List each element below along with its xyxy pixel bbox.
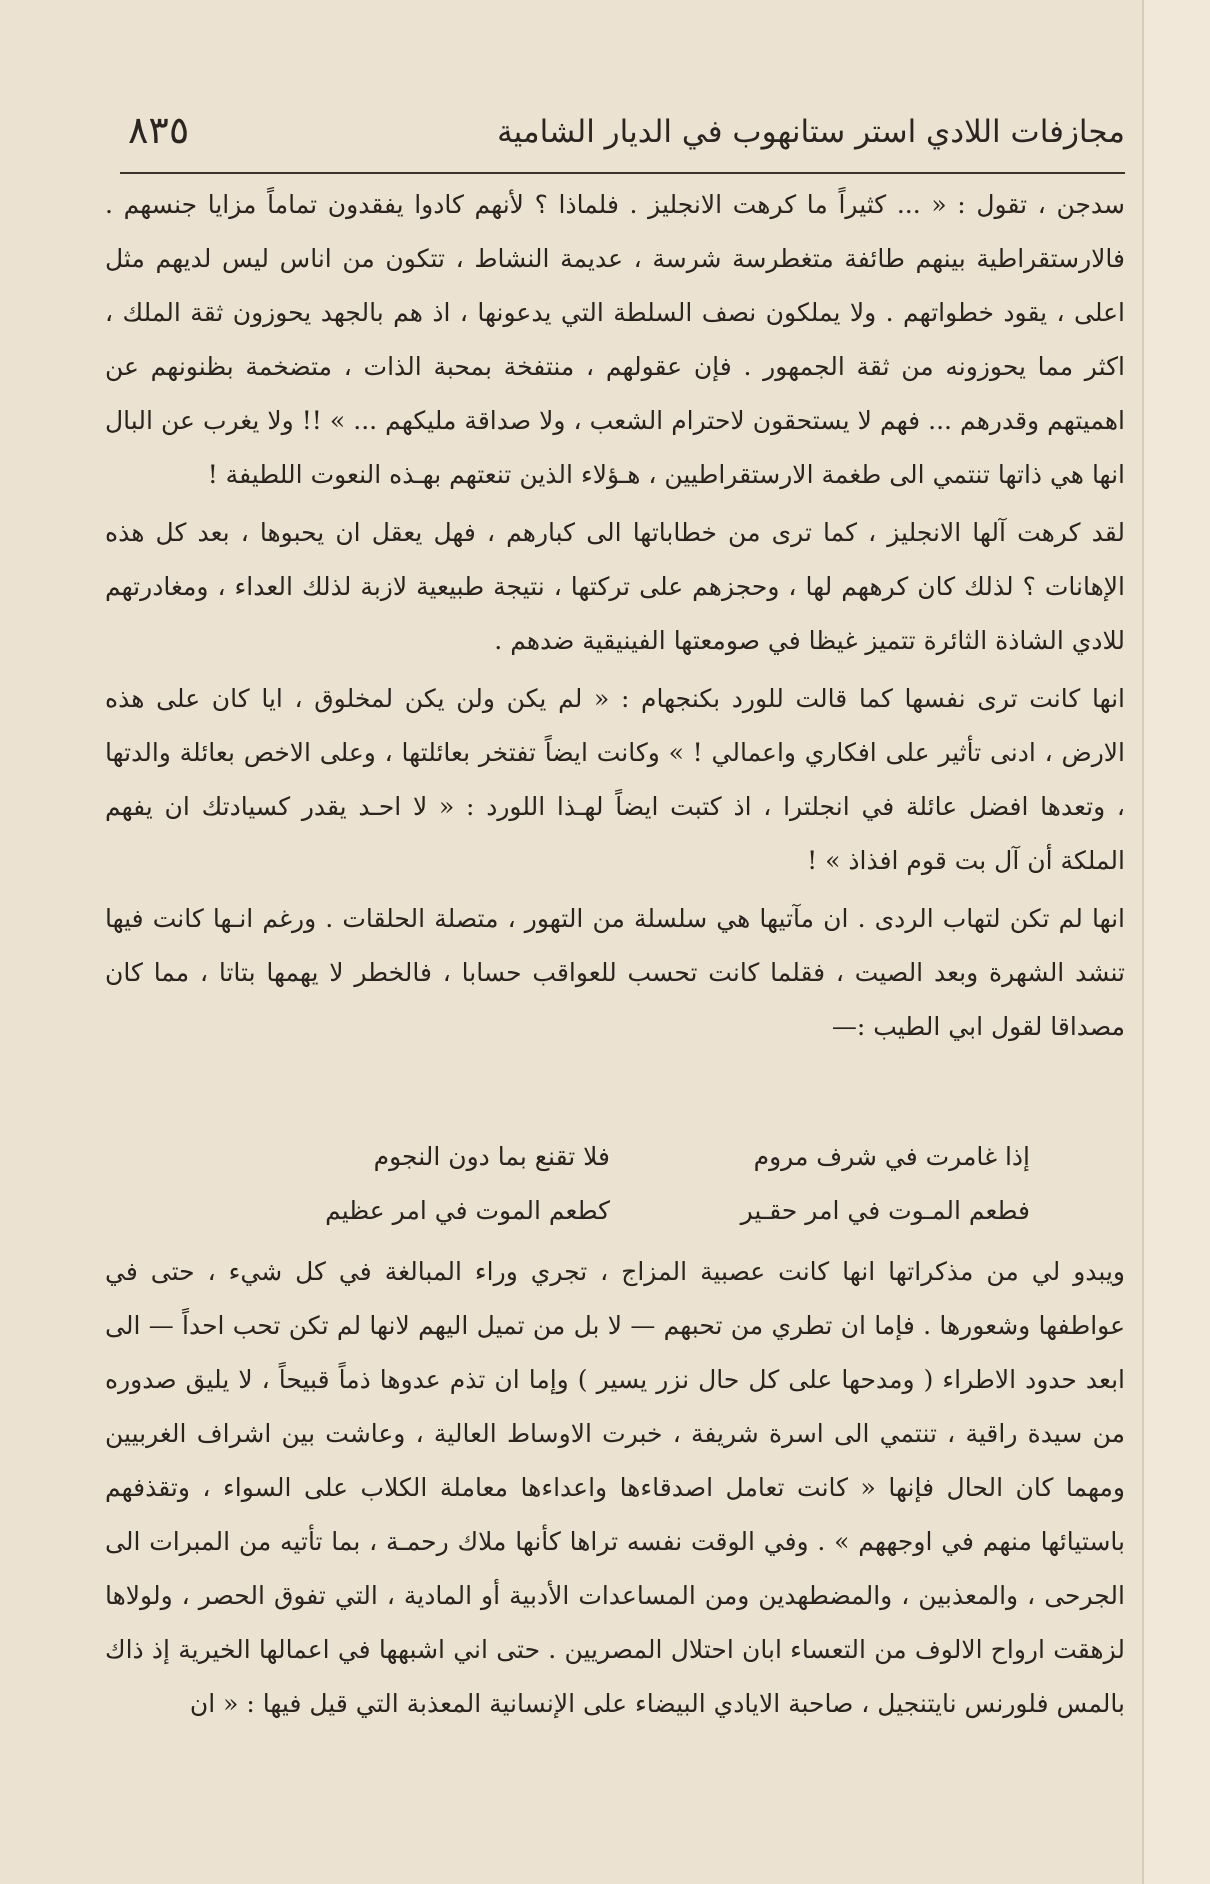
page-header [120, 108, 1125, 164]
paragraph: لقد كرهت آلها الانجليز ، كما ترى من خطاباتها الى كبارهم ، فهل يعقل ان يحبوها ، بعد كل هذه الإهانات ؟ لذلك كان كرههم لها ، وحجزهم على تركتها ، نتيجة طبيعية لازبة لذلك العداء ، ومغادرتهم للادي الشاذة الثائرة تتميز غيظا في صومعتها الفينيقية ضدهم . [105, 518, 1125, 655]
poem-hemistich: كطعم الموت في امر عظيم [325, 1196, 610, 1225]
poem-verse [180, 1130, 1030, 1184]
poem-hemistich: إذا غامرت في شرف مروم [753, 1142, 1030, 1171]
header-rule [120, 172, 1125, 174]
running-title: مجازفات اللادي استر ستانهوب في الديار الشامية [497, 114, 1125, 150]
body-text-continued [105, 1245, 1125, 1731]
page-edge [1144, 0, 1210, 1884]
paragraph: ويبدو لي من مذكراتها انها كانت عصبية المزاج ، تجري وراء المبالغة في كل شيء ، حتى في عواطفها وشعورها . فإما ان تطري من تحبهم — لا بل من تميل اليهم لانها لم تكن تحب احداً — الى ابعد حدود الاطراء ( ومدحها على كل حال نزر يسير ) وإما ان تذم عدوها ذماً قبيحاً ، لا يليق صدوره من سيدة راقية ، تنتمي الى اسرة شريفة ، خبرت الاوساط العالية ، وعاشت بين اشراف الغربيين ومهما كان الحال فإنها « كانت تعامل اصدقاءها واعداءها معاملة الكلاب على السواء ، وتقذفهم باستيائها منهم في اوجههم » . وفي الوقت نفسه تراها كأنها ملاك رحمـة ، بما تأتيه من المبرات الى الجرحى ، والمعذبين ، والمضطهدين ومن المساعدات الأدبية أو المادية ، التي تفوق الحصر ، ولولاها لزهقت ارواح الالوف من التعساء ابان احتلال المصريين . حتى اني اشبهها في اعمالها الخيرية إذ ذاك بالمس فلورنس نايتنجيل ، صاحبة الايادي البيضاء على الإنسانية المعذبة التي قيل فيها : « ان [105, 1257, 1125, 1718]
paragraph: سدجن ، تقول : « ... كثيراً ما كرهت الانجليز . فلماذا ؟ لأنهم كادوا يفقدون تماماً مزايا جنسهم . فالارستقراطية بينهم طائفة متغطرسة شرسة ، عديمة النشاط ، تتكون من اناس ليس لديهم مثل اعلى ، يقود خطواتهم . ولا يملكون نصف السلطة التي يدعونها ، اذ هم بالجهد يحوزون ثقة الملك ، اكثر مما يحوزونه من ثقة الجمهور . فإن عقولهم ، منتفخة بمحبة الذات ، متضخمة بظنونهم عن اهميتهم وقدرهم ... فهم لا يستحقون لاحترام الشعب ، ولا صداقة مليكهم ... » !! ولا يغرب عن البال انها هي ذاتها تنتمي الى طغمة الارستقراطيين ، هـؤلاء الذين تنعتهم بهـذه النعوت اللطيفة ! [105, 190, 1125, 489]
poem [180, 1130, 1030, 1240]
body-text [105, 178, 1125, 1054]
poem-hemistich: فلا تقنع بما دون النجوم [373, 1142, 610, 1171]
paragraph: انها كانت ترى نفسها كما قالت للورد بكنجهام : « لم يكن ولن يكن لمخلوق ، ايا كان على هذه الارض ، ادنى تأثير على افكاري واعمالي ! » وكانت ايضاً تفتخر بعائلتها ، وعلى الاخص بعائلة والدتها ، وتعدها افضل عائلة في انجلترا ، اذ كتبت ايضاً لهـذا اللورد : « لا احـد يقدر كسيادتك ان يفهم الملكة أن آل بت قوم افذاذ » ! [105, 684, 1125, 875]
paragraph: انها لم تكن لتهاب الردى . ان مآتيها هي سلسلة من التهور ، متصلة الحلقات . ورغم انـها كانت فيها تنشد الشهرة وبعد الصيت ، فقلما كانت تحسب للعواقب حسابا ، فالخطر لا يهمها بتاتا ، مما كان مصداقا لقول ابي الطيب :— [105, 904, 1125, 1041]
poem-hemistich: فطعم المـوت في امر حقـير [740, 1196, 1030, 1225]
page-number: ٨٣٥ [128, 108, 190, 152]
poem-verse [180, 1184, 1030, 1238]
